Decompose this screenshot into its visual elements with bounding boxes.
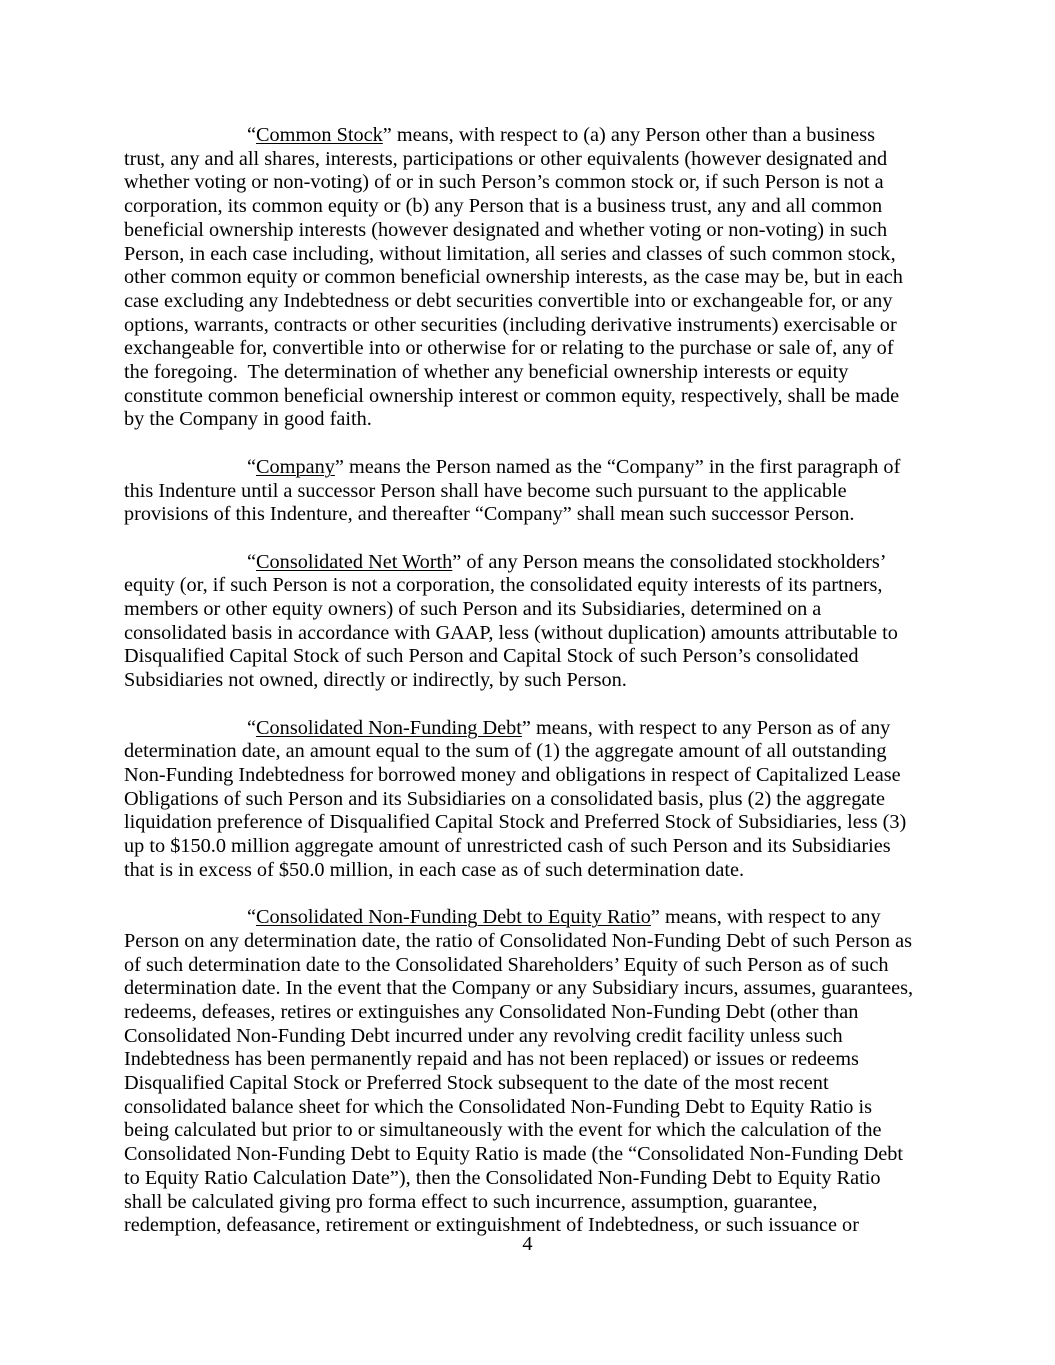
paragraph-first-line xyxy=(124,124,944,148)
defined-term: Consolidated Net Worth xyxy=(256,550,453,573)
open-quote: “ xyxy=(247,906,257,929)
text-line: redemption, defeasance, retirement or extinguishment of Indebtedness, or such issuance or xyxy=(124,1214,859,1237)
open-quote: “ xyxy=(247,550,257,573)
text-line: exchangeable for, convertible into or otherwise for or relating to the purchase or sale of, any of xyxy=(124,337,894,360)
text-line: shall be calculated giving pro forma effect to such incurrence, assumption, guarantee, xyxy=(124,1190,818,1213)
open-quote: “ xyxy=(247,716,257,739)
text-line: to Equity Ratio Calculation Date”), then the Consolidated Non-Funding Debt to Equity Ratio xyxy=(124,1166,881,1189)
paragraph-first-line xyxy=(124,551,944,575)
text-line: Consolidated Non-Funding Debt incurred under any revolving credit facility unless such xyxy=(124,1024,843,1047)
text-line: Subsidiaries not owned, directly or indirectly, by such Person. xyxy=(124,669,627,692)
text-line: Indebtedness has been permanently repaid and has not been replaced) or issues or redeems xyxy=(124,1048,859,1071)
text-line: constitute common beneficial ownership interest or common equity, respectively, shall be made xyxy=(124,384,900,407)
definition-lead-text: ” of any Person means the consolidated stockholders’ xyxy=(452,550,887,573)
text-line: Non-Funding Indebtedness for borrowed money and obligations in respect of Capitalized Lease xyxy=(124,763,901,786)
text-line: that is in excess of $50.0 million, in each case as of such determination date. xyxy=(124,858,745,881)
text-line: determination date. In the event that the Company or any Subsidiary incurs, assumes, guarantees, xyxy=(124,977,914,1000)
text-line: redeems, defeases, retires or extinguishes any Consolidated Non-Funding Debt (other than xyxy=(124,1000,859,1023)
text-line: the foregoing. The determination of whether any beneficial ownership interests or equity xyxy=(124,361,849,384)
text-line: equity (or, if such Person is not a corporation, the consolidated equity interests of its partners, xyxy=(124,574,883,597)
defined-term: Consolidated Non-Funding Debt to Equity Ratio xyxy=(256,906,651,929)
text-line: trust, any and all shares, interests, participations or other equivalents (however designated and xyxy=(124,147,888,170)
open-quote: “ xyxy=(247,124,257,146)
page-number: 4 xyxy=(522,1233,533,1255)
definition-paragraph xyxy=(124,456,944,527)
text-line: whether voting or non-voting) of or in such Person’s common stock or, if such Person is not a xyxy=(124,171,884,194)
definition-lead-text: ” means the Person named as the “Company” in the first paragraph of xyxy=(334,455,901,478)
definition-paragraph xyxy=(124,906,944,1238)
text-line: provisions of this Indenture, and thereafter “Company” shall mean such successor Person. xyxy=(124,503,855,526)
text-line: consolidated balance sheet for which the Consolidated Non-Funding Debt to Equity Ratio is xyxy=(124,1095,873,1118)
definition-paragraph xyxy=(124,717,944,883)
text-line: being calculated but prior to or simultaneously with the event for which the calculation of the xyxy=(124,1119,882,1142)
text-line: Obligations of such Person and its Subsidiaries on a consolidated basis, plus (2) the aggregate xyxy=(124,787,885,810)
text-line: options, warrants, contracts or other securities (including derivative instruments) exercisable or xyxy=(124,313,897,336)
text-line: corporation, its common equity or (b) any Person that is a business trust, any and all common xyxy=(124,195,883,218)
defined-term: Company xyxy=(256,455,335,478)
text-line: Person, in each case including, without limitation, all series and classes of such common stock, xyxy=(124,242,896,265)
document-page xyxy=(124,124,944,1262)
text-line: of such determination date to the Consolidated Shareholders’ Equity of such Person as of such xyxy=(124,953,889,976)
definition-lead-text: ” means, with respect to any Person as of any xyxy=(521,716,891,739)
text-line: other common equity or common beneficial ownership interests, as the case may be, but in each xyxy=(124,266,903,289)
text-line: Consolidated Non-Funding Debt to Equity Ratio is made (the “Consolidated Non-Funding Debt xyxy=(124,1143,904,1166)
paragraph-first-line xyxy=(124,906,944,930)
text-line: beneficial ownership interests (however designated and whether voting or non-voting) in such xyxy=(124,218,888,241)
definition-lead-text: ” means, with respect to (a) any Person other than a business xyxy=(382,124,876,146)
definition-lead-text: ” means, with respect to any xyxy=(650,906,881,929)
text-line: consolidated basis in accordance with GAAP, less (without duplication) amounts attributable to xyxy=(124,621,898,644)
text-line: Disqualified Capital Stock or Preferred Stock subsequent to the date of the most recent xyxy=(124,1072,829,1095)
text-line: up to $150.0 million aggregate amount of unrestricted cash of such Person and its Subsidiaries xyxy=(124,835,891,858)
text-line: Disqualified Capital Stock of such Person and Capital Stock of such Person’s consolidated xyxy=(124,645,859,668)
text-line: by the Company in good faith. xyxy=(124,408,372,431)
text-line: determination date, an amount equal to the sum of (1) the aggregate amount of all outstanding xyxy=(124,740,887,763)
open-quote: “ xyxy=(247,455,257,478)
paragraph-first-line xyxy=(124,456,944,480)
text-line: Person on any determination date, the ratio of Consolidated Non-Funding Debt of such Person as xyxy=(124,929,913,952)
text-line: liquidation preference of Disqualified Capital Stock and Preferred Stock of Subsidiaries, less (3) xyxy=(124,811,907,834)
defined-term: Common Stock xyxy=(256,124,383,146)
definition-paragraph xyxy=(124,551,944,693)
paragraph-first-line xyxy=(124,717,944,741)
text-line: case excluding any Indebtedness or debt securities convertible into or exchangeable for, or any xyxy=(124,289,893,312)
text-line: this Indenture until a successor Person shall have become such pursuant to the applicable xyxy=(124,479,847,502)
definition-paragraph xyxy=(124,124,944,432)
text-line: members or other equity owners) of such Person and its Subsidiaries, determined on a xyxy=(124,598,822,621)
defined-term: Consolidated Non-Funding Debt xyxy=(256,716,522,739)
